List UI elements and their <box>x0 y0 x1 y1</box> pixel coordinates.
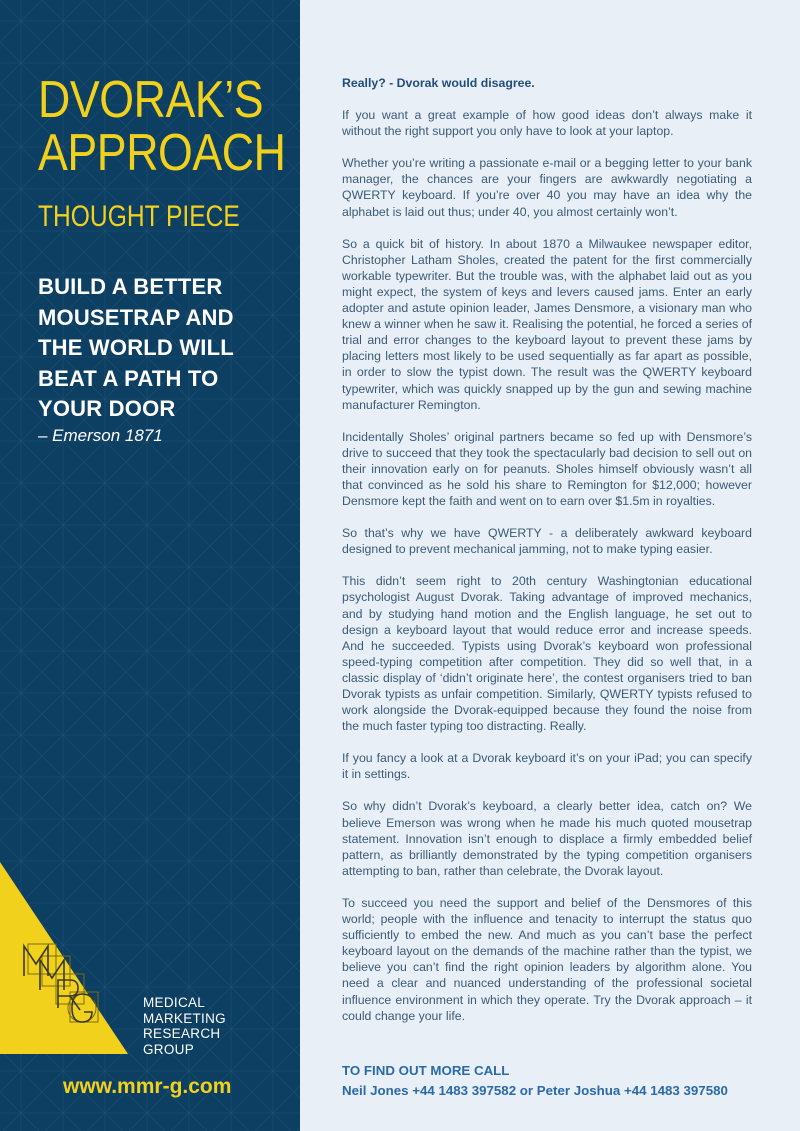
title-line-1: DVORAK’S <box>38 71 264 129</box>
mmrg-logo-icon <box>20 938 104 1030</box>
title-line-2: APPROACH <box>38 124 286 182</box>
article-paragraph: If you fancy a look at a Dvorak keyboard it’s on your iPad; you can specify it in settings. <box>342 751 752 782</box>
contact-block <box>342 1061 728 1101</box>
article-lead: Really? - Dvorak would disagree. <box>342 76 535 90</box>
quote-source: – Emerson 1871 <box>38 426 163 445</box>
article-paragraph: This didn’t seem right to 20th century Washingtonian educational psychologist August Dvorak. Taking advantage of improved mechanics, and by studying hand motion and the English language, he set out to design a keyboard layout that would reduce error and increase speeds. And he succeeded. Typists using Dvorak’s keyboard won professional speed-typing competition after competition. They did so well that, in a classic display of ‘didn’t originate here’, the contest organisers tried to ban Dvorak typists as unfair competition. Similarly, QWERTY typists refused to work alongside the Dvorak-equipped because they found the noise from the much faster typing too distracting. Really. <box>342 574 752 734</box>
website-link[interactable]: www.mmr-g.com <box>63 1075 232 1098</box>
page-subtitle: THOUGHT PIECE <box>38 200 240 233</box>
article-paragraph: Whether you’re writing a passionate e-mail or a begging letter to your bank manager, the chances are your fingers are awkwardly negotiating a QWERTY keyboard. If you’re over 40 you may have an idea why the alphabet is laid out thus; under 40, you almost certainly won’t. <box>342 156 752 219</box>
article-body <box>342 75 752 1040</box>
article-paragraph: So that’s why we have QWERTY - a deliberately awkward keyboard designed to prevent mechanical jamming, not to make typing easier. <box>342 526 752 557</box>
company-name-line: GROUP <box>143 1041 195 1057</box>
article-paragraph: So a quick bit of history. In about 1870 a Milwaukee newspaper editor, Christopher Latham Sholes, created the patent for the first commercially workable typewriter. But the trouble was, with the alphabet laid out as you might expect, the system of keys and levers caused jams. Enter an early adopter and astute opinion leader, James Densmore, a visionary man who knew a winner when he saw it. Realising the potential, he forced a series of trial and error changes to the keyboard layout to prevent these jams by placing letters most likely to be used sequentially as far apart as possible, in order to slow the typist down. The result was the QWERTY keyboard typewriter, which was quickly snapped up by the gun and sewing machine manufacturer Remington. <box>342 236 752 412</box>
quote-line: MOUSETRAP AND <box>38 304 234 330</box>
quote-line: BEAT A PATH TO <box>38 365 219 391</box>
company-name <box>143 995 226 1057</box>
article-paragraph: To succeed you need the support and belief of the Densmores of this world; people with the influence and tenacity to interrupt the status quo sufficiently to embed the new. And much as you can’t base the perfect keyboard layout on the demands of the machine rather than the typist, we believe you can’t find the right opinion leaders by algorithm alone. You need a clear and nuanced understanding of the professional societal influence environment in which they operate. Try the Dvorak approach – it could change your life. <box>342 895 752 1023</box>
quote-line: BUILD A BETTER <box>38 274 223 299</box>
sidebar-panel <box>0 0 300 1131</box>
article-paragraph: So why didn’t Dvorak’s keyboard, a clearly better idea, catch on? We believe Emerson was wrong when he made his much quoted mousetrap statement. Innovation isn’t enough to displace a firmly embedded belief pattern, as brilliantly demonstrated by the typing competition organisers attempting to ban, rather than celebrate, the Dvorak layout. <box>342 799 752 878</box>
contact-heading: TO FIND OUT MORE CALL <box>342 1063 510 1078</box>
contact-phone-numbers[interactable]: Neil Jones +44 1483 397582 or Peter Joshua +44 1483 397580 <box>342 1083 728 1098</box>
article-paragraph: Incidentally Sholes’ original partners became so fed up with Densmore’s drive to succeed that they took the spectacularly bad decision to sell out on their innovation early on for peanuts. Sholes himself obviously wasn’t all that convinced as he sold his share to Remington for $12,000; however Densmore kept the faith and went on to earn over $1.5m in royalties. <box>342 429 752 509</box>
company-name-line: MARKETING <box>143 1010 226 1026</box>
company-name-line: RESEARCH <box>143 1026 221 1041</box>
company-name-line: MEDICAL <box>143 995 206 1010</box>
quote-line: THE WORLD WILL <box>38 335 234 360</box>
quote-line: YOUR DOOR <box>38 396 176 421</box>
article-paragraph: If you want a great example of how good ideas don’t always make it without the right support you only have to look at your laptop. <box>342 108 752 139</box>
